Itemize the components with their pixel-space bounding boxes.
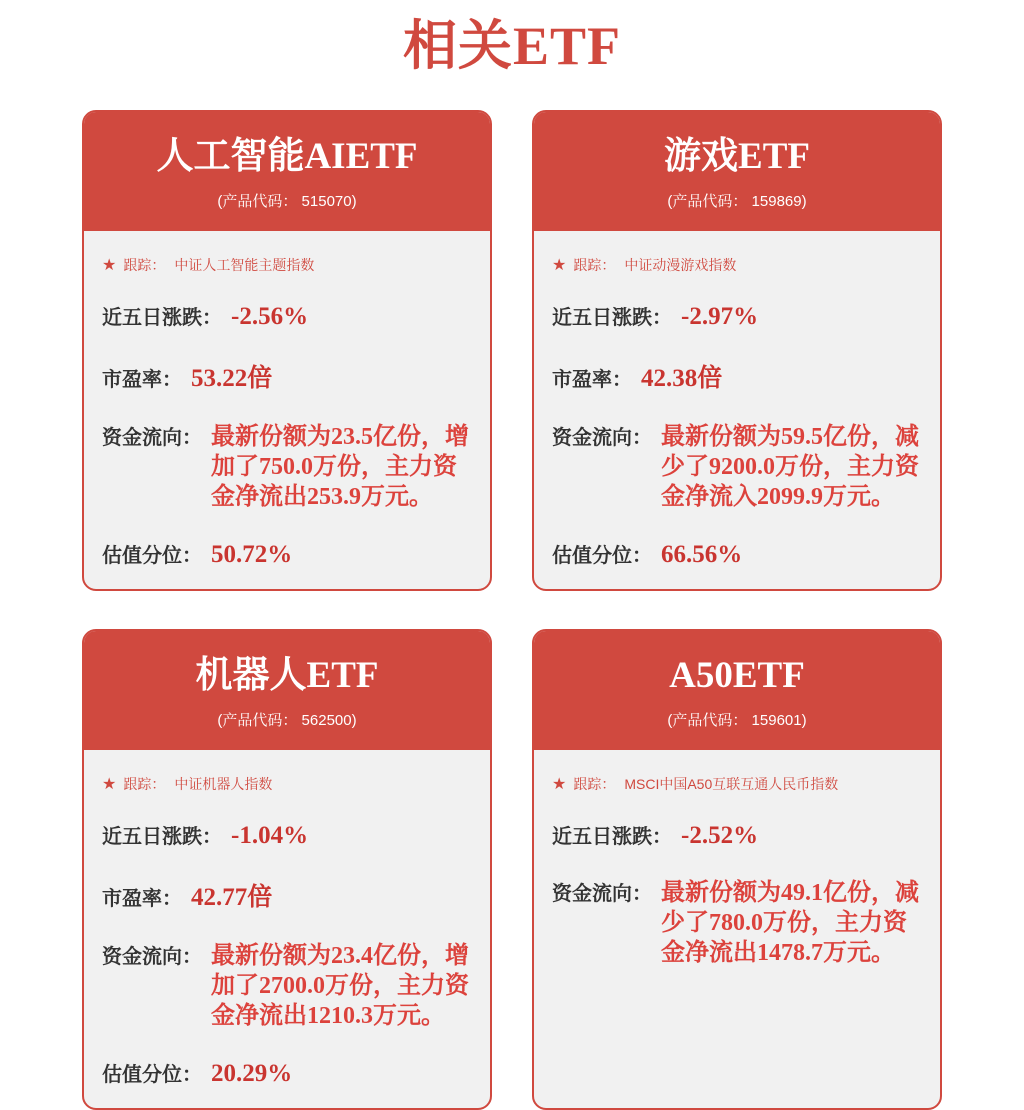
metric-value-flow: 最新份额为59.5亿份，减少了9200.0万份，主力资金净流入2099.9万元。 (661, 424, 919, 510)
metric-value: -2.56% (231, 303, 309, 330)
metric-value: 53.22倍 (191, 365, 273, 392)
card-header (534, 631, 940, 750)
metric-label: 估值分位： (102, 545, 202, 567)
metric-label: 资金流向： (552, 883, 652, 905)
track-index-name: MSCI中国A50互联互通人民币指数 (624, 776, 839, 792)
track-line (552, 257, 922, 274)
card-body (84, 750, 490, 1108)
metric-value: -2.97% (681, 303, 759, 330)
metric-label: 资金流向： (102, 946, 202, 968)
metric-row-pe (102, 877, 472, 913)
track-line (102, 776, 472, 793)
star-icon: ★ (552, 256, 567, 274)
track-label: 跟踪： (123, 257, 166, 273)
metric-row-flow (552, 877, 922, 968)
metric-label: 市盈率： (102, 888, 182, 910)
etf-product-code: (产品代码： 515070) (217, 193, 357, 210)
metric-label: 近五日涨跌： (552, 307, 672, 329)
metric-label: 估值分位： (552, 545, 652, 567)
metric-row-flow (102, 421, 472, 512)
star-icon: ★ (102, 775, 117, 793)
metric-row-change (552, 820, 922, 850)
track-line (102, 257, 472, 274)
etf-card-game (532, 110, 942, 591)
metric-value: 42.77倍 (191, 884, 273, 911)
metric-label: 市盈率： (552, 369, 632, 391)
metric-value-flow: 最新份额为23.4亿份，增加了2700.0万份，主力资金净流出1210.3万元。 (211, 943, 469, 1029)
page-title: 相关ETF (402, 16, 622, 76)
track-label: 跟踪： (573, 776, 616, 792)
star-icon: ★ (552, 775, 567, 793)
metric-value-flow: 最新份额为49.1亿份，减少了780.0万份，主力资金净流出1478.7万元。 (661, 880, 919, 966)
track-index-name: 中证人工智能主题指数 (174, 257, 315, 273)
metric-value: 20.29% (211, 1060, 293, 1087)
etf-card-aietf (82, 110, 492, 591)
etf-product-code: (产品代码： 159869) (667, 193, 807, 210)
card-header (534, 112, 940, 231)
metric-value: 42.38倍 (641, 365, 723, 392)
etf-title: 人工智能AIETF (156, 136, 418, 177)
etf-product-code: (产品代码： 159601) (667, 712, 807, 729)
metric-value: 50.72% (211, 541, 293, 568)
metric-value: -2.52% (681, 822, 759, 849)
metric-value: 66.56% (661, 541, 743, 568)
track-label: 跟踪： (573, 257, 616, 273)
card-body (84, 231, 490, 589)
metric-row-valuation (102, 539, 472, 569)
metric-row-pe (552, 358, 922, 394)
metric-label: 估值分位： (102, 1064, 202, 1086)
track-index-name: 中证动漫游戏指数 (624, 257, 737, 273)
etf-card-a50 (532, 629, 942, 1110)
metric-value-flow: 最新份额为23.5亿份，增加了750.0万份，主力资金净流出253.9万元。 (211, 424, 469, 510)
metric-label: 资金流向： (102, 427, 202, 449)
etf-card-grid (82, 110, 942, 1110)
metric-label: 近五日涨跌： (102, 826, 222, 848)
metric-label: 近五日涨跌： (552, 826, 672, 848)
metric-label: 资金流向： (552, 427, 652, 449)
metric-row-valuation (552, 539, 922, 569)
card-header (84, 631, 490, 750)
metric-row-change (102, 301, 472, 331)
etf-title: A50ETF (669, 655, 805, 696)
metric-value: -1.04% (231, 822, 309, 849)
etf-title: 机器人ETF (195, 655, 379, 696)
track-index-name: 中证机器人指数 (174, 776, 273, 792)
metric-label: 市盈率： (102, 369, 182, 391)
metric-row-flow (102, 940, 472, 1031)
star-icon: ★ (102, 256, 117, 274)
etf-product-code: (产品代码： 562500) (217, 712, 357, 729)
metric-row-valuation (102, 1058, 472, 1088)
card-body (534, 750, 940, 1108)
track-line (552, 776, 922, 793)
card-body (534, 231, 940, 589)
metric-row-flow (552, 421, 922, 512)
metric-row-pe (102, 358, 472, 394)
etf-title: 游戏ETF (664, 136, 810, 177)
metric-label: 近五日涨跌： (102, 307, 222, 329)
track-label: 跟踪： (123, 776, 166, 792)
etf-card-robot (82, 629, 492, 1110)
card-header (84, 112, 490, 231)
metric-row-change (552, 301, 922, 331)
metric-row-change (102, 820, 472, 850)
